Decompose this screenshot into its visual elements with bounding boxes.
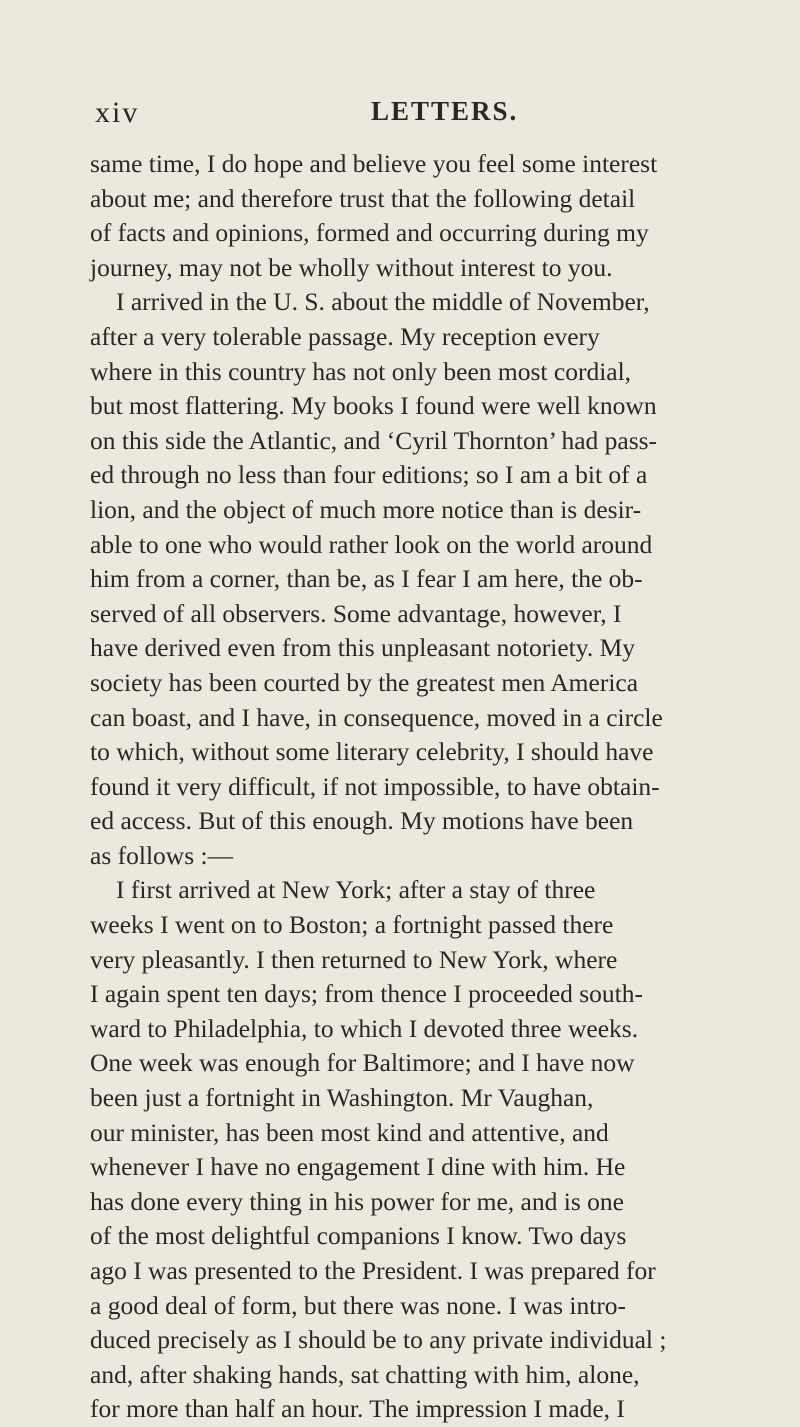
text-line: him from a corner, than be, as I fear I am here, the ob-: [90, 564, 643, 594]
text-line: journey, may not be wholly without interest to you.: [90, 252, 613, 282]
text-line: for more than half an hour. The impression I made, I: [90, 1394, 625, 1424]
text-line: of facts and opinions, formed and occurring during my: [90, 218, 649, 248]
text-line: duced precisely as I should be to any private individual ;: [90, 1325, 667, 1355]
text-line: of the most delightful companions I know. Two days: [90, 1221, 627, 1251]
text-line: after a very tolerable passage. My reception every: [90, 321, 600, 351]
text-line: but most flattering. My books I found were well known: [90, 391, 657, 421]
text-line: a good deal of form, but there was none. I was intro-: [90, 1290, 627, 1320]
text-line: ward to Philadelphia, to which I devoted three weeks.: [90, 1013, 639, 1043]
text-line: found it very difficult, if not impossible, to have obtain-: [90, 771, 660, 801]
text-line: One week was enough for Baltimore; and I have now: [90, 1048, 635, 1078]
text-line: been just a fortnight in Washington. Mr Vaughan,: [90, 1083, 594, 1113]
text-line: ago I was presented to the President. I was prepared for: [90, 1256, 656, 1285]
text-line: can boast, and I have, in consequence, moved in a circle: [90, 702, 663, 732]
page-header: [95, 96, 715, 136]
letter-text: [90, 147, 716, 1427]
text-line: ed through no less than four editions; so I am a bit of a: [90, 460, 648, 490]
page-number: xiv: [95, 96, 140, 129]
text-line: our minister, has been most kind and attentive, and: [90, 1117, 609, 1147]
text-line: as follows :—: [90, 840, 234, 870]
text-line: able to one who would rather look on the world around: [90, 529, 653, 559]
text-line: weeks I went on to Boston; a fortnight passed there: [90, 910, 614, 940]
running-head: LETTERS.: [371, 96, 519, 126]
text-line: about me; and therefore trust that the following detail: [90, 183, 636, 213]
text-line: to which, without some literary celebrity, I should have: [90, 737, 654, 767]
text-line: where in this country has not only been most cordial,: [90, 356, 632, 386]
text-line: I again spent ten days; from thence I proceeded south-: [90, 979, 644, 1009]
text-line: on this side the Atlantic, and ‘Cyril Thornton’ had pass-: [90, 425, 658, 455]
text-line: whenever I have no engagement I dine with him. He: [90, 1152, 626, 1182]
text-line: very pleasantly. I then returned to New York, where: [90, 944, 618, 974]
text-line: lion, and the object of much more notice than is desir-: [90, 494, 642, 524]
text-line: has done every thing in his power for me, and is one: [90, 1186, 624, 1216]
text-line: society has been courted by the greatest men America: [90, 667, 639, 697]
text-line: have derived even from this unpleasant notoriety. My: [90, 633, 636, 663]
text-line: ed access. But of this enough. My motions have been: [90, 806, 634, 836]
text-line: I arrived in the U. S. about the middle of November,: [116, 287, 650, 317]
text-line: same time, I do hope and believe you feel some interest: [90, 149, 658, 178]
text-line: and, after shaking hands, sat chatting with him, alone,: [90, 1359, 640, 1389]
text-line: served of all observers. Some advantage, however, I: [90, 598, 622, 628]
text-line: I first arrived at New York; after a stay of three: [116, 875, 596, 905]
